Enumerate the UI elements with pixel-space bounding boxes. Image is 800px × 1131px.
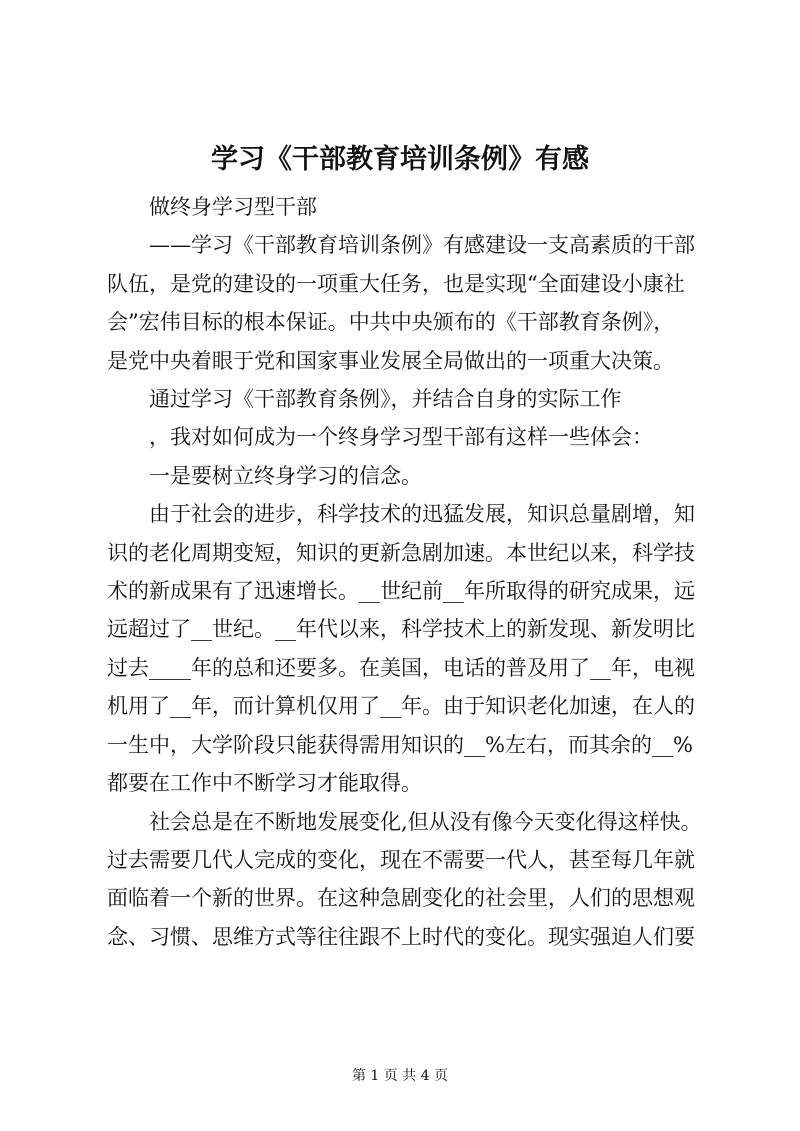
text-line: 过去需要几代人完成的变化，现在不需要一代人，甚至每几年就 [107,847,695,872]
text-line: 是党中央着眼于党和国家事业发展全局做出的一项重大决策。 [107,348,674,373]
text-line: 社会总是在不断地发展变化,但从没有像今天变化得这样快。 [107,809,702,834]
text-line: 远超过了__世纪。__年代以来，科学技术上的新发现、新发明比 [107,617,695,642]
text-line: 念、习惯、思维方式等往往跟不上时代的变化。现实强迫人们要 [107,924,695,949]
text-line: ——学习《干部教育培训条例》有感建设一支高素质的干部 [107,233,695,258]
text-line: 都要在工作中不断学习才能取得。 [107,771,422,796]
text-line: 由于社会的进步，科学技术的迅猛发展，知识总量剧增，知 [107,502,695,527]
text-line: 队伍，是党的建设的一项重大任务，也是实现“全面建设小康社 [107,271,685,296]
document-title: 学习《干部教育培训条例》有感 [211,144,589,175]
text-line: 识的老化周期变短，知识的更新急剧加速。本世纪以来，科学技 [107,540,695,565]
text-line: 通过学习《干部教育条例》，并结合自身的实际工作 [107,387,622,412]
text-line: 过去____年的总和还要多。在美国，电话的普及用了__年，电视 [107,655,695,680]
text-line: 做终身学习型干部 [107,195,317,219]
text-line: 机用了__年，而计算机仅用了__年。由于知识老化加速，在人的 [107,694,695,719]
text-line: 面临着一个新的世界。在这种急剧变化的社会里，人们的思想观 [107,886,695,911]
text-line: 一是要树立终身学习的信念。 [107,463,422,488]
text-line: 术的新成果有了迅速增长。__世纪前__年所取得的研究成果，远 [107,579,695,604]
text-line: ，我对如何成为一个终身学习型干部有这样一些体会： [107,425,653,450]
page-footer: 第 1 页 共 4 页 [351,1068,449,1084]
document-body [107,188,707,956]
text-line: 会”宏伟目标的根本保证。中共中央颁布的《干部教育条例》， [107,310,675,335]
text-line: 一生中，大学阶段只能获得需用知识的__%左右，而其余的__% [107,732,693,757]
